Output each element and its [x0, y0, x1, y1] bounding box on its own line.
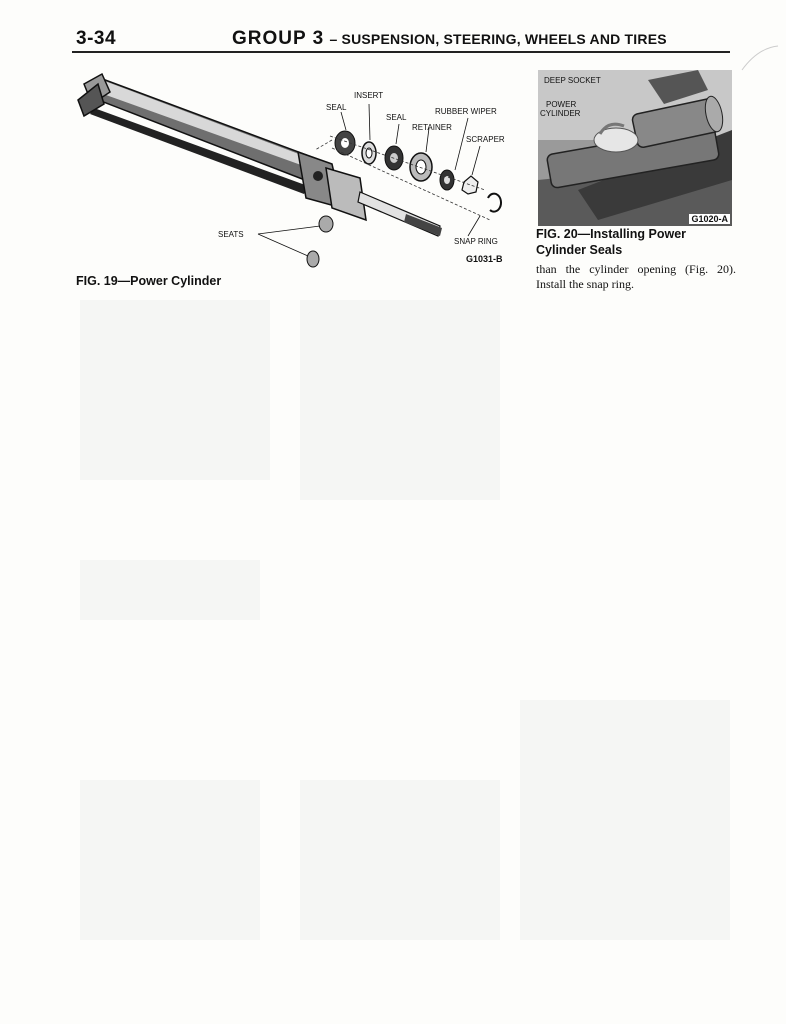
label-rubber-wiper: RUBBER WIPER — [435, 107, 497, 116]
end-cap — [298, 152, 366, 220]
caption-line-1: FIG. 20—Installing Power — [536, 227, 687, 241]
label-cylinder: CYLINDER — [540, 109, 581, 118]
bleed-through-mark — [300, 300, 500, 500]
label-power: POWER — [546, 100, 577, 109]
bleed-through-mark — [300, 780, 500, 940]
figure-caption-20 — [536, 226, 736, 258]
label-seal-left: SEAL — [326, 103, 347, 112]
label-snap-ring: SNAP RING — [454, 237, 498, 246]
installing-seals-photo — [538, 70, 732, 226]
label-seal-right: SEAL — [386, 113, 407, 122]
bleed-through-mark — [520, 700, 730, 940]
power-cylinder-illustration — [70, 70, 510, 270]
label-insert: INSERT — [354, 91, 384, 100]
page-number: 3-34 — [76, 28, 117, 49]
page-header — [232, 28, 667, 50]
label-seats: SEATS — [218, 230, 244, 239]
label-scraper: SCRAPER — [466, 135, 505, 144]
header-rule — [72, 51, 730, 53]
photo-figure-id: G1020-A — [691, 214, 728, 224]
photo-image — [538, 70, 732, 226]
label-retainer: RETAINER — [412, 123, 452, 132]
figure-caption: FIG. 19—Power Cylinder — [76, 274, 222, 288]
bleed-through-mark — [80, 300, 270, 480]
body-paragraph: than the cylinder opening (Fig. 20). Install the snap ring. — [536, 262, 736, 291]
bleed-through-mark — [80, 780, 260, 940]
header-title: – SUSPENSION, STEERING, WHEELS AND TIRES — [329, 31, 667, 47]
caption-line-2: Cylinder Seals — [536, 243, 623, 257]
figure-id: G1031-B — [466, 254, 503, 264]
piston-rod — [358, 192, 442, 236]
label-deep-socket: DEEP SOCKET — [544, 76, 601, 85]
bleed-through-mark — [80, 560, 260, 620]
page-corner-curl — [740, 44, 780, 74]
header-group-label: GROUP 3 — [232, 28, 325, 49]
seat-parts — [307, 216, 333, 267]
cylinder-body — [78, 74, 320, 194]
